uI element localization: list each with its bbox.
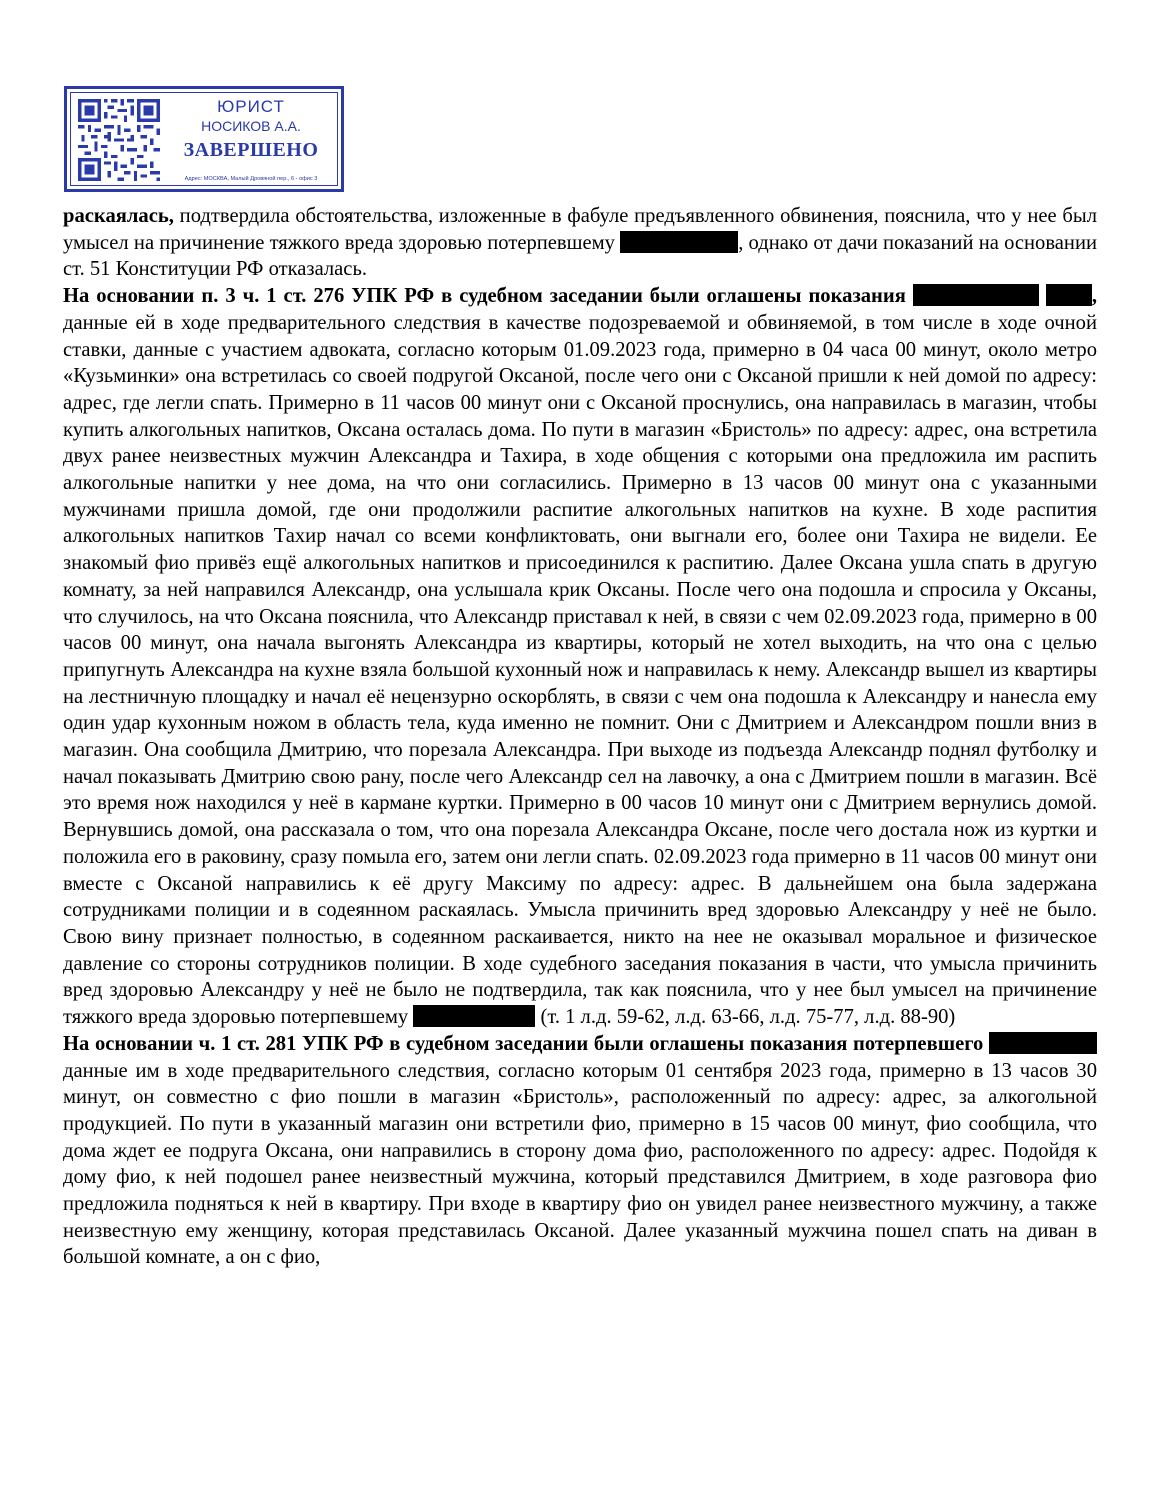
paragraph-2-comma: , <box>1091 285 1097 308</box>
paragraph-1 <box>63 203 1097 283</box>
paragraph-1-lead: раскаялась, <box>63 205 174 227</box>
paragraph-2-heading: На основании п. 3 ч. 1 ст. 276 УПК РФ в судебном заседании были оглашены показания <box>63 285 913 308</box>
stamp-status: ЗАВЕРШЕНО <box>183 139 319 161</box>
redaction-block <box>913 284 1039 306</box>
stamp-address: Адрес: МОСКВА, Малый Дровяной пер., 6 - офис 3 <box>184 176 318 182</box>
qr-code-icon <box>78 99 160 181</box>
redaction-block <box>413 1005 535 1027</box>
paragraph-1-text-b: , однако от дачи показаний на основании ст. 51 Конституции РФ отказалась. <box>63 231 1097 281</box>
stamp-text-block <box>167 97 335 163</box>
paragraph-2 <box>63 283 1097 1031</box>
stamp-title: ЮРИСТ <box>217 97 285 116</box>
redaction-block <box>620 231 738 253</box>
redaction-block <box>989 1032 1097 1054</box>
paragraph-3-heading: На основании ч. 1 ст. 281 УПК РФ в судебном заседании были оглашены показания потерпевшего <box>63 1032 984 1055</box>
paragraph-3-body: данные им в ходе предварительного следствия, согласно которым 01 сентября 2023 года, примерно в 13 часов 30 минут, он совместно с фио пошли в магазин «Бристоль», расположенный по адресу: адрес, за алкогольной продукцией. По пути в указанный магазин они встретили фио, примерно в 15 часов 00 минут, фио сообщила, что дома ждет ее подруга Оксана, они направились в сторону дома фио, расположенного по адресу: адрес. Подойдя к дому фио, к ней подошел ранее неизвестный мужчина, который представился Дмитрием, в ходе разговора фио предложила подняться к ней в квартиру. При входе в квартиру фио он увидел ранее неизвестного мужчину, а также неизвестную ему женщину, которая представилась Оксаной. Далее указанный мужчина пошел спать на диван в большой комнате, а он с фио, <box>63 1059 1097 1269</box>
redaction-block <box>1046 284 1092 306</box>
lawyer-stamp <box>64 86 344 192</box>
paragraph-1-text-a: подтвердила обстоятельства, изложенные в фабуле предъявленного обвинения, пояснила, что у нее был умысел на причинение тяжкого вреда здоровью потерпевшему <box>63 205 1097 254</box>
paragraph-2-body: данные ей в ходе предварительного следствия в качестве подозреваемой и обвиняемой, в том числе в ходе очной ставки, данные с участием адвоката, согласно которым 01.09.2023 года, примерно в 04 часа 00 минут, около метро «Кузьминки» она встретилась со своей подругой Оксаной, после чего они с Оксаной пришли к ней домой по адресу: адрес, где легли спать. Примерно в 11 часов 00 минут они с Оксаной проснулись, она направилась в магазин, чтобы купить алкогольных напитков, Оксана осталась дома. По пути в магазин «Бристоль» по адресу: адрес, она встретила двух ранее неизвестных мужчин Александра и Тахира, в ходе общения с которыми она предложила им распить алкогольные напитки у нее дома, на что они согласились. Примерно в 13 часов 00 минут она с указанными мужчинами пришла домой, где они продолжили распитие алкогольных напитков на кухне. В ходе распития алкогольных напитков Тахир начал со всеми конфликтовать, они выгнали его, более они Тахира не видели. Ее знакомый фио привёз ещё алкогольных напитков и присоединился к распитию. Далее Оксана ушла спать в другую комнату, за ней направился Александр, она услышала крик Оксаны. После чего она подошла и спросила у Оксаны, что случилось, на что Оксана пояснила, что Александр приставал к ней, в связи с чем 02.09.2023 года, примерно в 00 часов 00 минут, она начала выгонять Александра из квартиры, который не хотел выходить, на что она с целью припугнуть Александра на кухне взяла большой кухонный нож и направилась к нему. Александр вышел из квартиры на лестничную площадку и начал её нецензурно оскорблять, в связи с чем она подошла к Александру и нанесла ему один удар кухонным ножом в область тела, куда именно не помнит. Они с Дмитрием и Александром пошли вниз в магазин. Она сообщила Дмитрию, что порезала Александра. При выходе из подъезда Александр поднял футболку и начал показывать Дмитрию свою рану, после чего Александр сел на лавочку, а она с Дмитрием пошли в магазин. Всё это время нож находился у неё в кармане куртки. Примерно в 00 часов 10 минут они с Дмитрием вернулись домой. Вернувшись домой, она рассказала о том, что она порезала Александра Оксане, после чего достала нож из куртки и положила его в раковину, сразу помыла его, затем они легли спать. 02.09.2023 года примерно в 11 часов 00 минут они вместе с Оксаной направились к её другу Максиму по адресу: адрес. В дальнейшем она была задержана сотрудниками полиции и в содеянном раскаялась. Умысла причинить вред здоровью Александру у неё не было. Свою вину признает полностью, в содеянном раскаивается, никто на нее не оказывал моральное и физическое давление со стороны сотрудников полиции. В ходе судебного заседания показания в части, что умысла причинить вред здоровью Александру у неё не было не подтвердила, так как пояснила, что у нее был умысел на причинение тяжкого вреда здоровью потерпевшему <box>63 311 1097 1029</box>
document-body <box>63 203 1097 1271</box>
paragraph-3 <box>63 1031 1097 1271</box>
stamp-name: НОСИКОВ А.А. <box>201 118 301 134</box>
paragraph-2-tail: (т. 1 л.д. 59-62, л.д. 63-66, л.д. 75-77, л.д. 88-90) <box>535 1006 956 1029</box>
